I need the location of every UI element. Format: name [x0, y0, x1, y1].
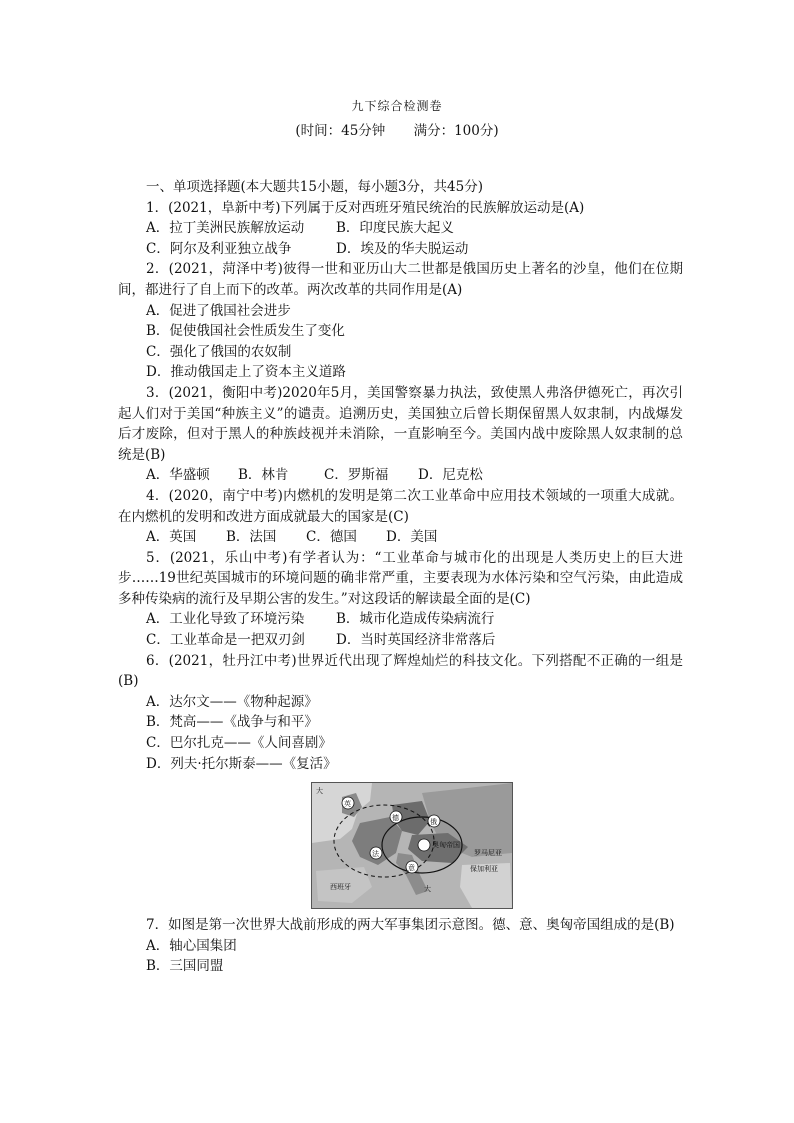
- question-1: 1．(2021，阜新中考)下列属于反对西班牙殖民统治的民族解放运动是(A): [146, 199, 585, 216]
- map-label-2: 大: [424, 885, 431, 894]
- question-3-options: [118, 465, 683, 486]
- option-b: B．三国同盟: [146, 958, 224, 975]
- map-label-germany: 德: [392, 814, 399, 823]
- option-c: C．罗斯福: [324, 467, 389, 484]
- map-label-spain: 西班牙: [330, 883, 351, 892]
- question-2: 2．(2021，菏泽中考)彼得一世和亚历山大二世都是俄国历史上著名的沙皇，他们在位期间，都进行了自上而下的改革。两次改革的共同作用是(A): [118, 261, 683, 298]
- page-title: 九下综合检测卷: [351, 99, 443, 113]
- question-list: [118, 177, 683, 977]
- option-a: A．促进了俄国社会进步: [146, 302, 291, 319]
- option-b: B．梵高——《战争与和平》: [146, 714, 318, 731]
- exam-info: [0, 119, 794, 139]
- map-label-italy: 意: [408, 864, 415, 873]
- option-d: D．推动俄国走上了资本主义道路: [146, 364, 346, 381]
- option-c: C．工业革命是一把双刃剑: [146, 632, 305, 649]
- option-c: C．阿尔及利亚独立战争: [146, 240, 292, 257]
- question-4: 4．(2020，南宁中考)内燃机的发明是第二次工业革命中应用技术领域的一项重大成就。在内燃机的发明和改进方面成就最大的国家是(C): [118, 487, 683, 525]
- map-label-austria-hungary: 奥匈帝国: [432, 841, 460, 850]
- section-title: 一、单项选择题(本大题共15小题，每小题3分，共45分): [146, 179, 483, 195]
- map-label-france: 法: [372, 850, 379, 859]
- option-a: A．达尔文——《物种起源》: [146, 693, 318, 710]
- option-a: A．英国: [146, 529, 197, 546]
- option-b: B．促使俄国社会性质发生了变化: [146, 323, 345, 340]
- option-d: D．列夫·托尔斯泰——《复活》: [146, 755, 337, 772]
- option-a: A．工业化导致了环境污染: [146, 611, 305, 628]
- europe-map-figure: [312, 783, 512, 908]
- option-d: D．当时英国经济非常落后: [336, 632, 496, 649]
- option-b: B．城市化造成传染病流行: [336, 611, 495, 628]
- question-1-options-row1: [118, 218, 683, 239]
- alliance-map: [311, 782, 513, 909]
- question-7: 7．如图是第一次世界大战前形成的两大军事集团示意图。德、意、奥匈帝国组成的是(B): [146, 917, 675, 934]
- option-b: B．林肯: [238, 467, 289, 484]
- option-a: A．轴心国集团: [146, 937, 237, 954]
- full-score: 满分：100分): [413, 123, 499, 139]
- option-b: B．法国: [226, 529, 277, 546]
- option-c: C．强化了俄国的农奴制: [146, 343, 292, 360]
- time-limit: (时间：45分钟: [295, 123, 386, 139]
- option-a: A．拉丁美洲民族解放运动: [146, 220, 305, 237]
- map-label-bulgaria: 保加利亚: [470, 865, 498, 874]
- question-5-options-row2: [118, 630, 683, 651]
- option-c: C．德国: [306, 529, 357, 546]
- question-5: 5．(2021，乐山中考)有学者认为：“工业革命与城市化的出现是人类历史上的巨大进步……19世纪英国城市的环境问题的确非常严重，主要表现为水体污染和空气污染，由此造成多种传染病的流行及早期公害的发生。”对这段话的解读最全面的是(C): [118, 549, 683, 607]
- question-1-options-row2: [118, 239, 683, 260]
- option-b: B．印度民族大起义: [336, 220, 454, 237]
- question-5-options-row1: [118, 609, 683, 630]
- question-6: 6．(2021，牡丹江中考)世界近代出现了辉煌灿烂的科技文化。下列搭配不正确的一组是(B): [118, 652, 683, 690]
- option-a: A．华盛顿: [146, 467, 210, 484]
- option-d: D．埃及的华夫脱运动: [336, 240, 469, 257]
- option-c: C．巴尔扎克——《人间喜剧》: [146, 735, 332, 752]
- option-d: D．美国: [386, 529, 438, 546]
- map-label-britain: 英: [344, 800, 351, 809]
- option-d: D．尼克松: [418, 467, 483, 484]
- question-4-options: [118, 527, 683, 548]
- map-label-1: 大: [316, 787, 323, 796]
- map-label-romania: 罗马尼亚: [474, 849, 502, 858]
- map-label-russia: 俄: [430, 818, 437, 827]
- question-3: 3．(2021，衡阳中考)2020年5月，美国警察暴力执法，致使黑人弗洛伊德死亡，再次引起人们对于美国“种族主义”的谴责。追溯历史，美国独立后曾长期保留黑人奴隶制，内战爆发后才废除，但对于黑人的种族歧视并未消除，一直影响至今。美国内战中废除黑人奴隶制的总统是(B): [118, 384, 683, 463]
